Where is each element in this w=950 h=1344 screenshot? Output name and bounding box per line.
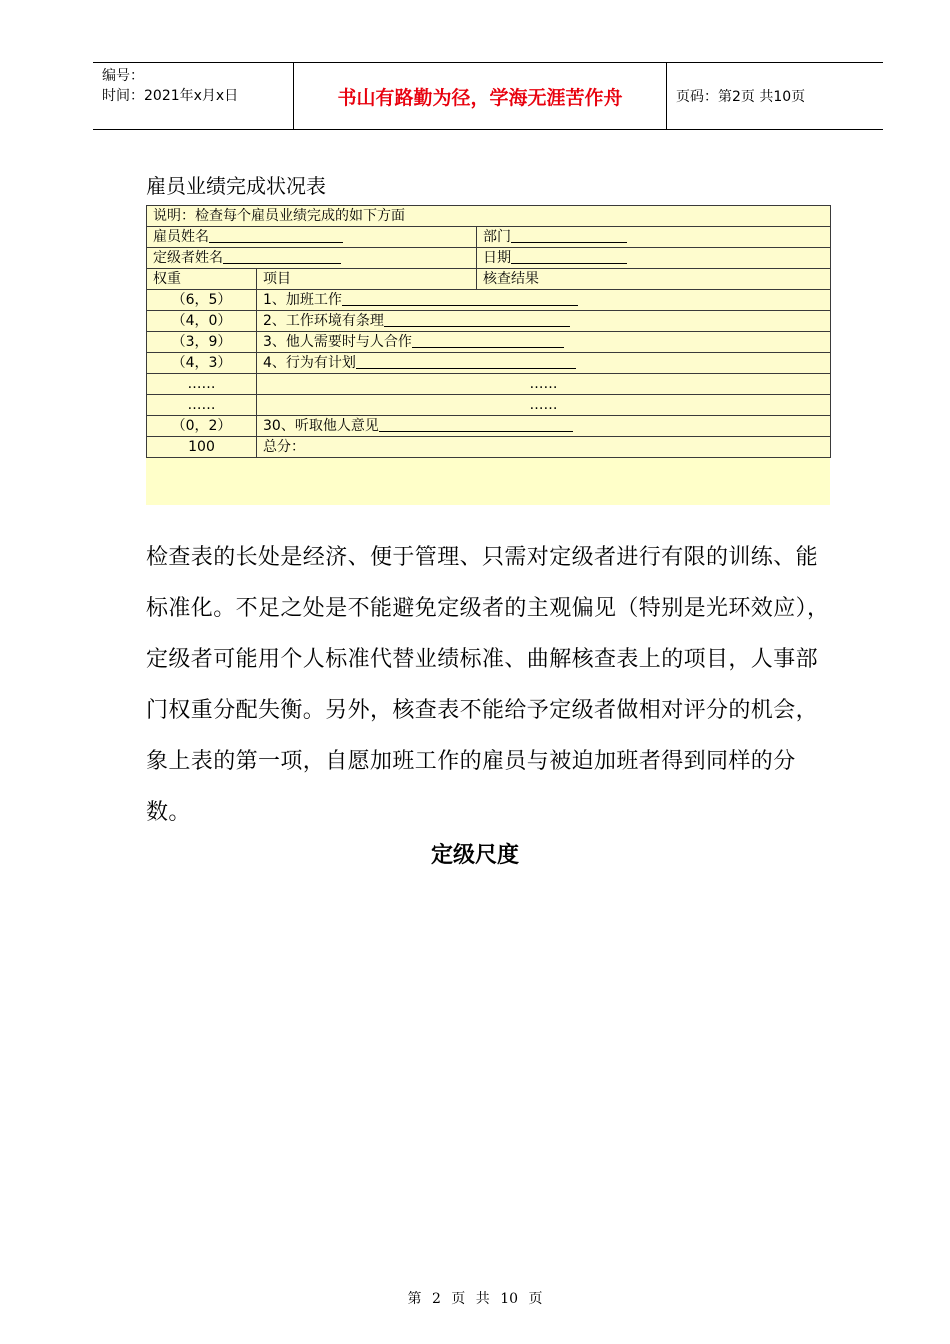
table-row	[147, 290, 831, 311]
item-cell[interactable]	[257, 353, 831, 374]
table-row	[147, 353, 831, 374]
item-blank[interactable]	[356, 354, 576, 369]
rater-name-cell[interactable]	[147, 248, 477, 269]
date-blank[interactable]	[511, 249, 627, 264]
date-label: 日期	[483, 250, 511, 266]
weight-cell: （6，5）	[147, 290, 257, 311]
item-label: 3、他人需要时与人合作	[263, 334, 412, 350]
col-result-header: 核查结果	[477, 269, 831, 290]
table-row	[147, 416, 831, 437]
header-motto: 书山有路勤为径，学海无涯苦作舟	[294, 63, 667, 129]
employee-row	[147, 227, 831, 248]
item-label: 2、工作环境有条理	[263, 313, 384, 329]
item-cell[interactable]	[257, 416, 831, 437]
rater-name-label: 定级者姓名	[153, 250, 223, 266]
employee-name-label: 雇员姓名	[153, 229, 209, 245]
weight-cell: （4，0）	[147, 311, 257, 332]
department-label: 部门	[483, 229, 511, 245]
rater-row	[147, 248, 831, 269]
employee-name-blank[interactable]	[209, 228, 343, 243]
evaluation-form	[146, 205, 830, 505]
page-header	[93, 62, 883, 130]
header-code-label: 编号：	[102, 68, 144, 84]
weight-cell: ……	[147, 395, 257, 416]
col-weight-header: 权重	[147, 269, 257, 290]
total-row	[147, 437, 831, 458]
item-label: 1、加班工作	[263, 292, 342, 308]
item-cell: ……	[257, 395, 831, 416]
table-row	[147, 374, 831, 395]
date-cell[interactable]	[477, 248, 831, 269]
item-blank[interactable]	[379, 417, 573, 432]
item-cell[interactable]	[257, 332, 831, 353]
col-item-header: 项目	[257, 269, 477, 290]
department-blank[interactable]	[511, 228, 627, 243]
item-cell: ……	[257, 374, 831, 395]
header-time-label: 时间：2021年x月x日	[102, 88, 239, 104]
header-left	[93, 63, 294, 129]
section-heading: 定级尺度	[430, 842, 519, 868]
table-row	[147, 395, 831, 416]
table-title: 雇员业绩完成状况表	[146, 174, 326, 198]
item-cell[interactable]	[257, 290, 831, 311]
total-weight-cell: 100	[147, 437, 257, 458]
weight-cell: （3，9）	[147, 332, 257, 353]
body-paragraph: 检查表的长处是经济、便于管理、只需对定级者进行有限的训练、能标准化。不足之处是不能避免定级者的主观偏见（特别是光环效应），定级者可能用个人标准代替业绩标准、曲解核查表上的项目，人事部门权重分配失衡。另外，核查表不能给予定级者做相对评分的机会，象上表的第一项，自愿加班工作的雇员与被迫加班者得到同样的分数。	[146, 545, 830, 825]
item-label: 4、行为有计划	[263, 355, 356, 371]
page-footer: 第 2 页 共 10 页	[407, 1291, 543, 1307]
item-blank[interactable]	[342, 291, 578, 306]
instruction-row	[147, 206, 831, 227]
total-label-cell: 总分：	[257, 437, 831, 458]
weight-cell: ……	[147, 374, 257, 395]
department-cell[interactable]	[477, 227, 831, 248]
item-blank[interactable]	[412, 333, 564, 348]
rater-name-blank[interactable]	[223, 249, 341, 264]
item-blank[interactable]	[384, 312, 570, 327]
item-label: 30、听取他人意见	[263, 418, 379, 434]
weight-cell: （4，3）	[147, 353, 257, 374]
instruction-cell: 说明：检查每个雇员业绩完成的如下方面	[147, 206, 831, 227]
weight-cell: （0，2）	[147, 416, 257, 437]
item-cell[interactable]	[257, 311, 831, 332]
column-header-row	[147, 269, 831, 290]
header-page-info: 页码：第2页 共10页	[676, 89, 806, 105]
evaluation-table	[146, 205, 831, 458]
table-row	[147, 332, 831, 353]
table-row	[147, 311, 831, 332]
employee-name-cell[interactable]	[147, 227, 477, 248]
